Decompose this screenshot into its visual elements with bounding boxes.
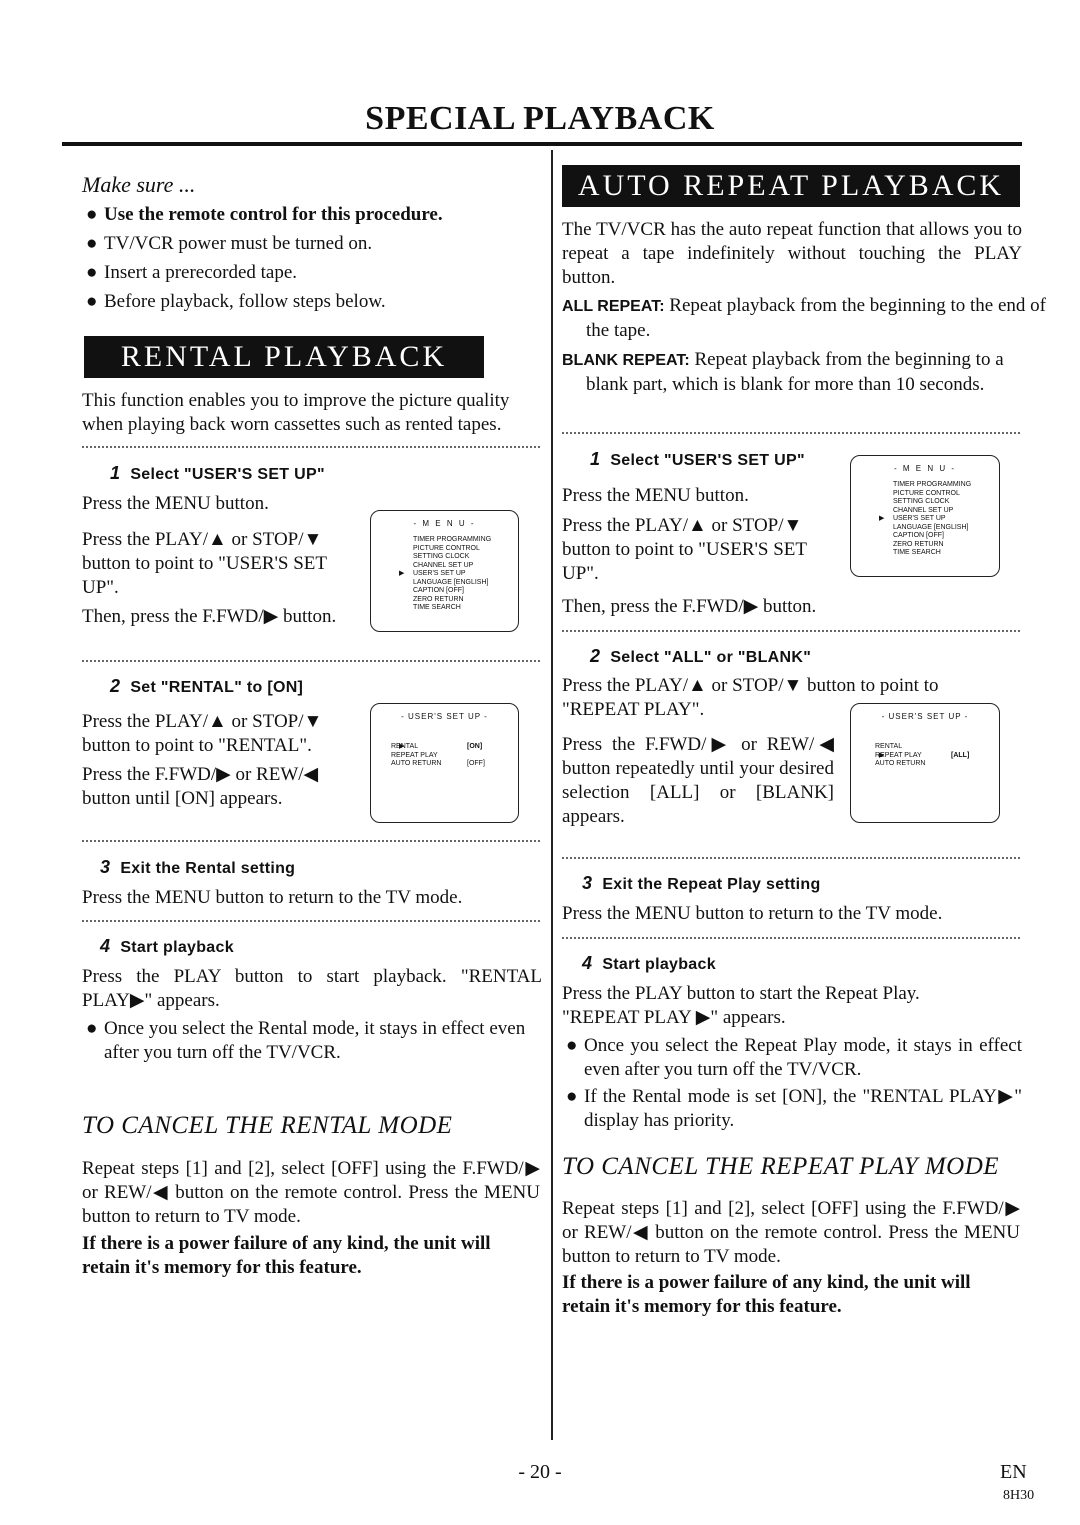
auto-step1-line1: Press the MENU button. bbox=[562, 485, 749, 506]
menu-item-selected: ▶ USER'S SET UP bbox=[371, 570, 518, 579]
blank-repeat-text: Repeat playback from the beginning to a blank part, which is blank for more than 10 seconds. bbox=[586, 349, 1004, 395]
make-sure-text: Use the remote control for this procedure. bbox=[104, 204, 443, 225]
column-divider bbox=[551, 150, 553, 1440]
menu-item-selected: ▶ USER'S SET UP bbox=[851, 515, 999, 524]
setup-item-label: RENTAL bbox=[391, 743, 419, 750]
repeat-cancel-heading: TO CANCEL THE REPEAT PLAY MODE bbox=[562, 1153, 1000, 1180]
auto-intro: The TV/VCR has the auto repeat function that allows you to repeat a tape indefinitely without touching the PLAY button. bbox=[562, 219, 1022, 288]
auto-repeat-banner: AUTO REPEAT PLAYBACK bbox=[562, 165, 1020, 207]
bullet-text: Once you select the Rental mode, it stays in effect even after you turn off the TV/VCR. bbox=[104, 1018, 526, 1063]
step-title: Select "USER'S SET UP" bbox=[610, 452, 805, 469]
setup-item bbox=[371, 760, 518, 769]
setup-item bbox=[371, 752, 518, 761]
step-number: 3 bbox=[100, 857, 111, 877]
dotted-separator bbox=[82, 446, 540, 448]
step-number: 1 bbox=[110, 463, 121, 483]
bullet-dot: ● bbox=[86, 291, 98, 312]
auto-step2-line2: Press the F.FWD/▶ or REW/◀ button repeatedly until your desired selection [ALL] or [BLANK] appears. bbox=[562, 734, 834, 827]
menu-screen-title: - M E N U - bbox=[894, 464, 956, 473]
setup-item-label: RENTAL bbox=[875, 743, 903, 750]
menu-screen-title: - M E N U - bbox=[413, 519, 476, 528]
step-number: 1 bbox=[590, 449, 601, 469]
menu-item: LANGUAGE [ENGLISH] bbox=[413, 578, 489, 586]
step-number: 4 bbox=[582, 953, 593, 973]
bullet-text: Once you select the Repeat Play mode, it stays in effect even after you turn off the TV/VCR. bbox=[584, 1035, 1022, 1080]
rental-setup-screen bbox=[370, 703, 519, 823]
make-sure-heading: Make sure ... bbox=[82, 172, 196, 197]
rental-step1-line1: Press the MENU button. bbox=[82, 493, 269, 514]
blank-repeat-label: BLANK REPEAT: bbox=[562, 352, 690, 369]
step-number: 2 bbox=[590, 646, 601, 666]
rental-step3-line1: Press the MENU button to return to the TV mode. bbox=[82, 887, 463, 908]
setup-item-label: REPEAT PLAY bbox=[391, 751, 438, 759]
menu-screen bbox=[370, 510, 519, 632]
menu-item: CHANNEL SET UP bbox=[413, 561, 474, 569]
auto-step4-heading bbox=[582, 953, 716, 974]
page-number: - 20 - bbox=[518, 1461, 562, 1483]
rental-cancel-text: Repeat steps [1] and [2], select [OFF] using the F.FWD/▶ or REW/◀ button on the remote control. Press the MENU button to return to TV mode. bbox=[82, 1158, 540, 1227]
dotted-separator bbox=[562, 857, 1020, 859]
setup-item-label: REPEAT PLAY bbox=[875, 751, 922, 759]
menu-item: ZERO RETURN bbox=[413, 595, 464, 603]
dotted-separator bbox=[82, 660, 540, 662]
setup-item-label: AUTO RETURN bbox=[875, 760, 926, 767]
menu-item: LANGUAGE [ENGLISH] bbox=[893, 523, 969, 531]
all-repeat-text: Repeat playback from the beginning to the end of the tape. bbox=[586, 295, 1046, 341]
auto-step2-line1: Press the PLAY/▲ or STOP/▼ button to point to "REPEAT PLAY". bbox=[562, 675, 939, 720]
blank-repeat-def bbox=[562, 348, 1046, 397]
rental-step1-heading bbox=[110, 463, 325, 484]
make-sure-item bbox=[82, 232, 564, 256]
make-sure-item bbox=[82, 261, 564, 285]
dotted-separator bbox=[82, 840, 540, 842]
repeat-warning: If there is a power failure of any kind, the unit will retain it's memory for this feature. bbox=[562, 1272, 971, 1317]
language-code: EN bbox=[1000, 1461, 1027, 1483]
rental-step4-heading bbox=[100, 936, 234, 957]
all-repeat-def bbox=[562, 294, 1046, 343]
rental-banner: RENTAL PLAYBACK bbox=[84, 336, 484, 378]
step-title: Exit the Repeat Play setting bbox=[602, 876, 821, 893]
auto-step4-line1: Press the PLAY button to start the Repeat Play. "REPEAT PLAY ▶" appears. bbox=[562, 983, 920, 1028]
dotted-separator bbox=[82, 920, 540, 922]
rental-step2-line2: Press the F.FWD/▶ or REW/◀ button until [ON] appears. bbox=[82, 764, 319, 809]
step-number: 2 bbox=[110, 676, 121, 696]
setup-item-value: [OFF] bbox=[467, 760, 485, 767]
menu-item: PICTURE CONTROL bbox=[893, 489, 960, 497]
setup-item-value: [ON] bbox=[467, 743, 483, 750]
auto-step1-heading bbox=[590, 449, 805, 470]
menu-item: CAPTION [OFF] bbox=[893, 532, 944, 539]
rental-step4-line1: Press the PLAY button to start playback. "RENTAL PLAY▶" appears. bbox=[82, 966, 542, 1011]
menu-item: ZERO RETURN bbox=[893, 540, 944, 548]
all-repeat-label: ALL REPEAT: bbox=[562, 298, 665, 315]
dotted-separator bbox=[562, 432, 1020, 434]
bullet-text: If the Rental mode is set [ON], the "RENTAL PLAY▶" display has priority. bbox=[584, 1086, 1022, 1131]
menu-item: TIMER PROGRAMMING bbox=[413, 536, 492, 543]
setup-item-selected bbox=[851, 752, 999, 761]
model-code: 8H30 bbox=[1003, 1488, 1035, 1503]
make-sure-text: Insert a prerecorded tape. bbox=[104, 262, 298, 283]
rental-step3-heading bbox=[100, 857, 295, 878]
dotted-separator bbox=[562, 630, 1020, 632]
setup-item bbox=[851, 760, 999, 769]
bullet-dot: ● bbox=[86, 1018, 98, 1039]
auto-step4-bullet bbox=[562, 1034, 1022, 1082]
repeat-cancel-text: Repeat steps [1] and [2], select [OFF] using the F.FWD/▶ or REW/◀ button on the remote control. Press the MENU button to return to TV mode. bbox=[562, 1198, 1020, 1267]
setup-screen-title: - USER'S SET UP - bbox=[401, 712, 488, 721]
page-title: SPECIAL PLAYBACK bbox=[365, 100, 715, 137]
menu-item: CHANNEL SET UP bbox=[893, 506, 954, 514]
step-title: Set "RENTAL" to [ON] bbox=[130, 679, 304, 696]
rental-step2-line1: Press the PLAY/▲ or STOP/▼ button to point to "RENTAL". bbox=[82, 711, 323, 756]
step-title: Start playback bbox=[602, 956, 716, 973]
make-sure-text: Before playback, follow steps below. bbox=[104, 291, 386, 312]
step-title: Start playback bbox=[120, 939, 234, 956]
step-number: 4 bbox=[100, 936, 111, 956]
make-sure-text: TV/VCR power must be turned on. bbox=[104, 233, 373, 254]
auto-step3-heading bbox=[582, 873, 821, 894]
auto-step1-line2: Press the PLAY/▲ or STOP/▼ button to point to "USER'S SET UP". bbox=[562, 515, 807, 584]
rental-step1-line3: Then, press the F.FWD/▶ button. bbox=[82, 606, 337, 627]
setup-screen-title: - USER'S SET UP - bbox=[881, 712, 969, 721]
auto-step1-line3: Then, press the F.FWD/▶ button. bbox=[562, 596, 817, 617]
menu-item: PICTURE CONTROL bbox=[413, 544, 480, 552]
make-sure-item bbox=[82, 290, 564, 314]
bullet-dot: ● bbox=[566, 1035, 578, 1056]
rental-step1-line2: Press the PLAY/▲ or STOP/▼ button to point to "USER'S SET UP". bbox=[82, 529, 327, 598]
rental-step2-heading bbox=[110, 676, 303, 697]
menu-screen bbox=[850, 455, 1000, 577]
step-title: Select "USER'S SET UP" bbox=[130, 466, 325, 483]
step-number: 3 bbox=[582, 873, 593, 893]
menu-item: SETTING CLOCK bbox=[413, 553, 470, 560]
menu-item: CAPTION [OFF] bbox=[413, 587, 464, 594]
title-rule bbox=[62, 142, 1022, 146]
menu-item: TIMER PROGRAMMING bbox=[893, 481, 972, 488]
dotted-separator bbox=[562, 937, 1020, 939]
auto-step3-line1: Press the MENU button to return to the TV mode. bbox=[562, 903, 943, 924]
rental-intro: This function enables you to improve the picture quality when playing back worn cassettes such as rented tapes. bbox=[82, 390, 510, 435]
auto-step2-heading bbox=[590, 646, 811, 667]
bullet-dot: ● bbox=[86, 262, 98, 283]
setup-item bbox=[851, 743, 999, 752]
menu-item: TIME SEARCH bbox=[893, 549, 941, 556]
setup-item-label: AUTO RETURN bbox=[391, 760, 442, 767]
rental-warning: If there is a power failure of any kind, the unit will retain it's memory for this feature. bbox=[82, 1233, 491, 1278]
make-sure-item bbox=[82, 203, 564, 227]
menu-item: SETTING CLOCK bbox=[893, 498, 950, 505]
bullet-dot: ● bbox=[86, 204, 98, 225]
step-title: Exit the Rental setting bbox=[120, 860, 296, 877]
step-title: Select "ALL" or "BLANK" bbox=[610, 649, 812, 666]
rental-cancel-heading: TO CANCEL THE RENTAL MODE bbox=[82, 1112, 453, 1139]
auto-step4-bullet bbox=[562, 1085, 1022, 1133]
setup-item-selected bbox=[371, 743, 518, 752]
menu-item: TIME SEARCH bbox=[413, 604, 461, 611]
bullet-dot: ● bbox=[566, 1086, 578, 1107]
repeat-setup-screen bbox=[850, 703, 1000, 823]
rental-step4-bullet bbox=[82, 1017, 542, 1065]
setup-item-value: [ALL] bbox=[951, 751, 970, 759]
bullet-dot: ● bbox=[86, 233, 98, 254]
